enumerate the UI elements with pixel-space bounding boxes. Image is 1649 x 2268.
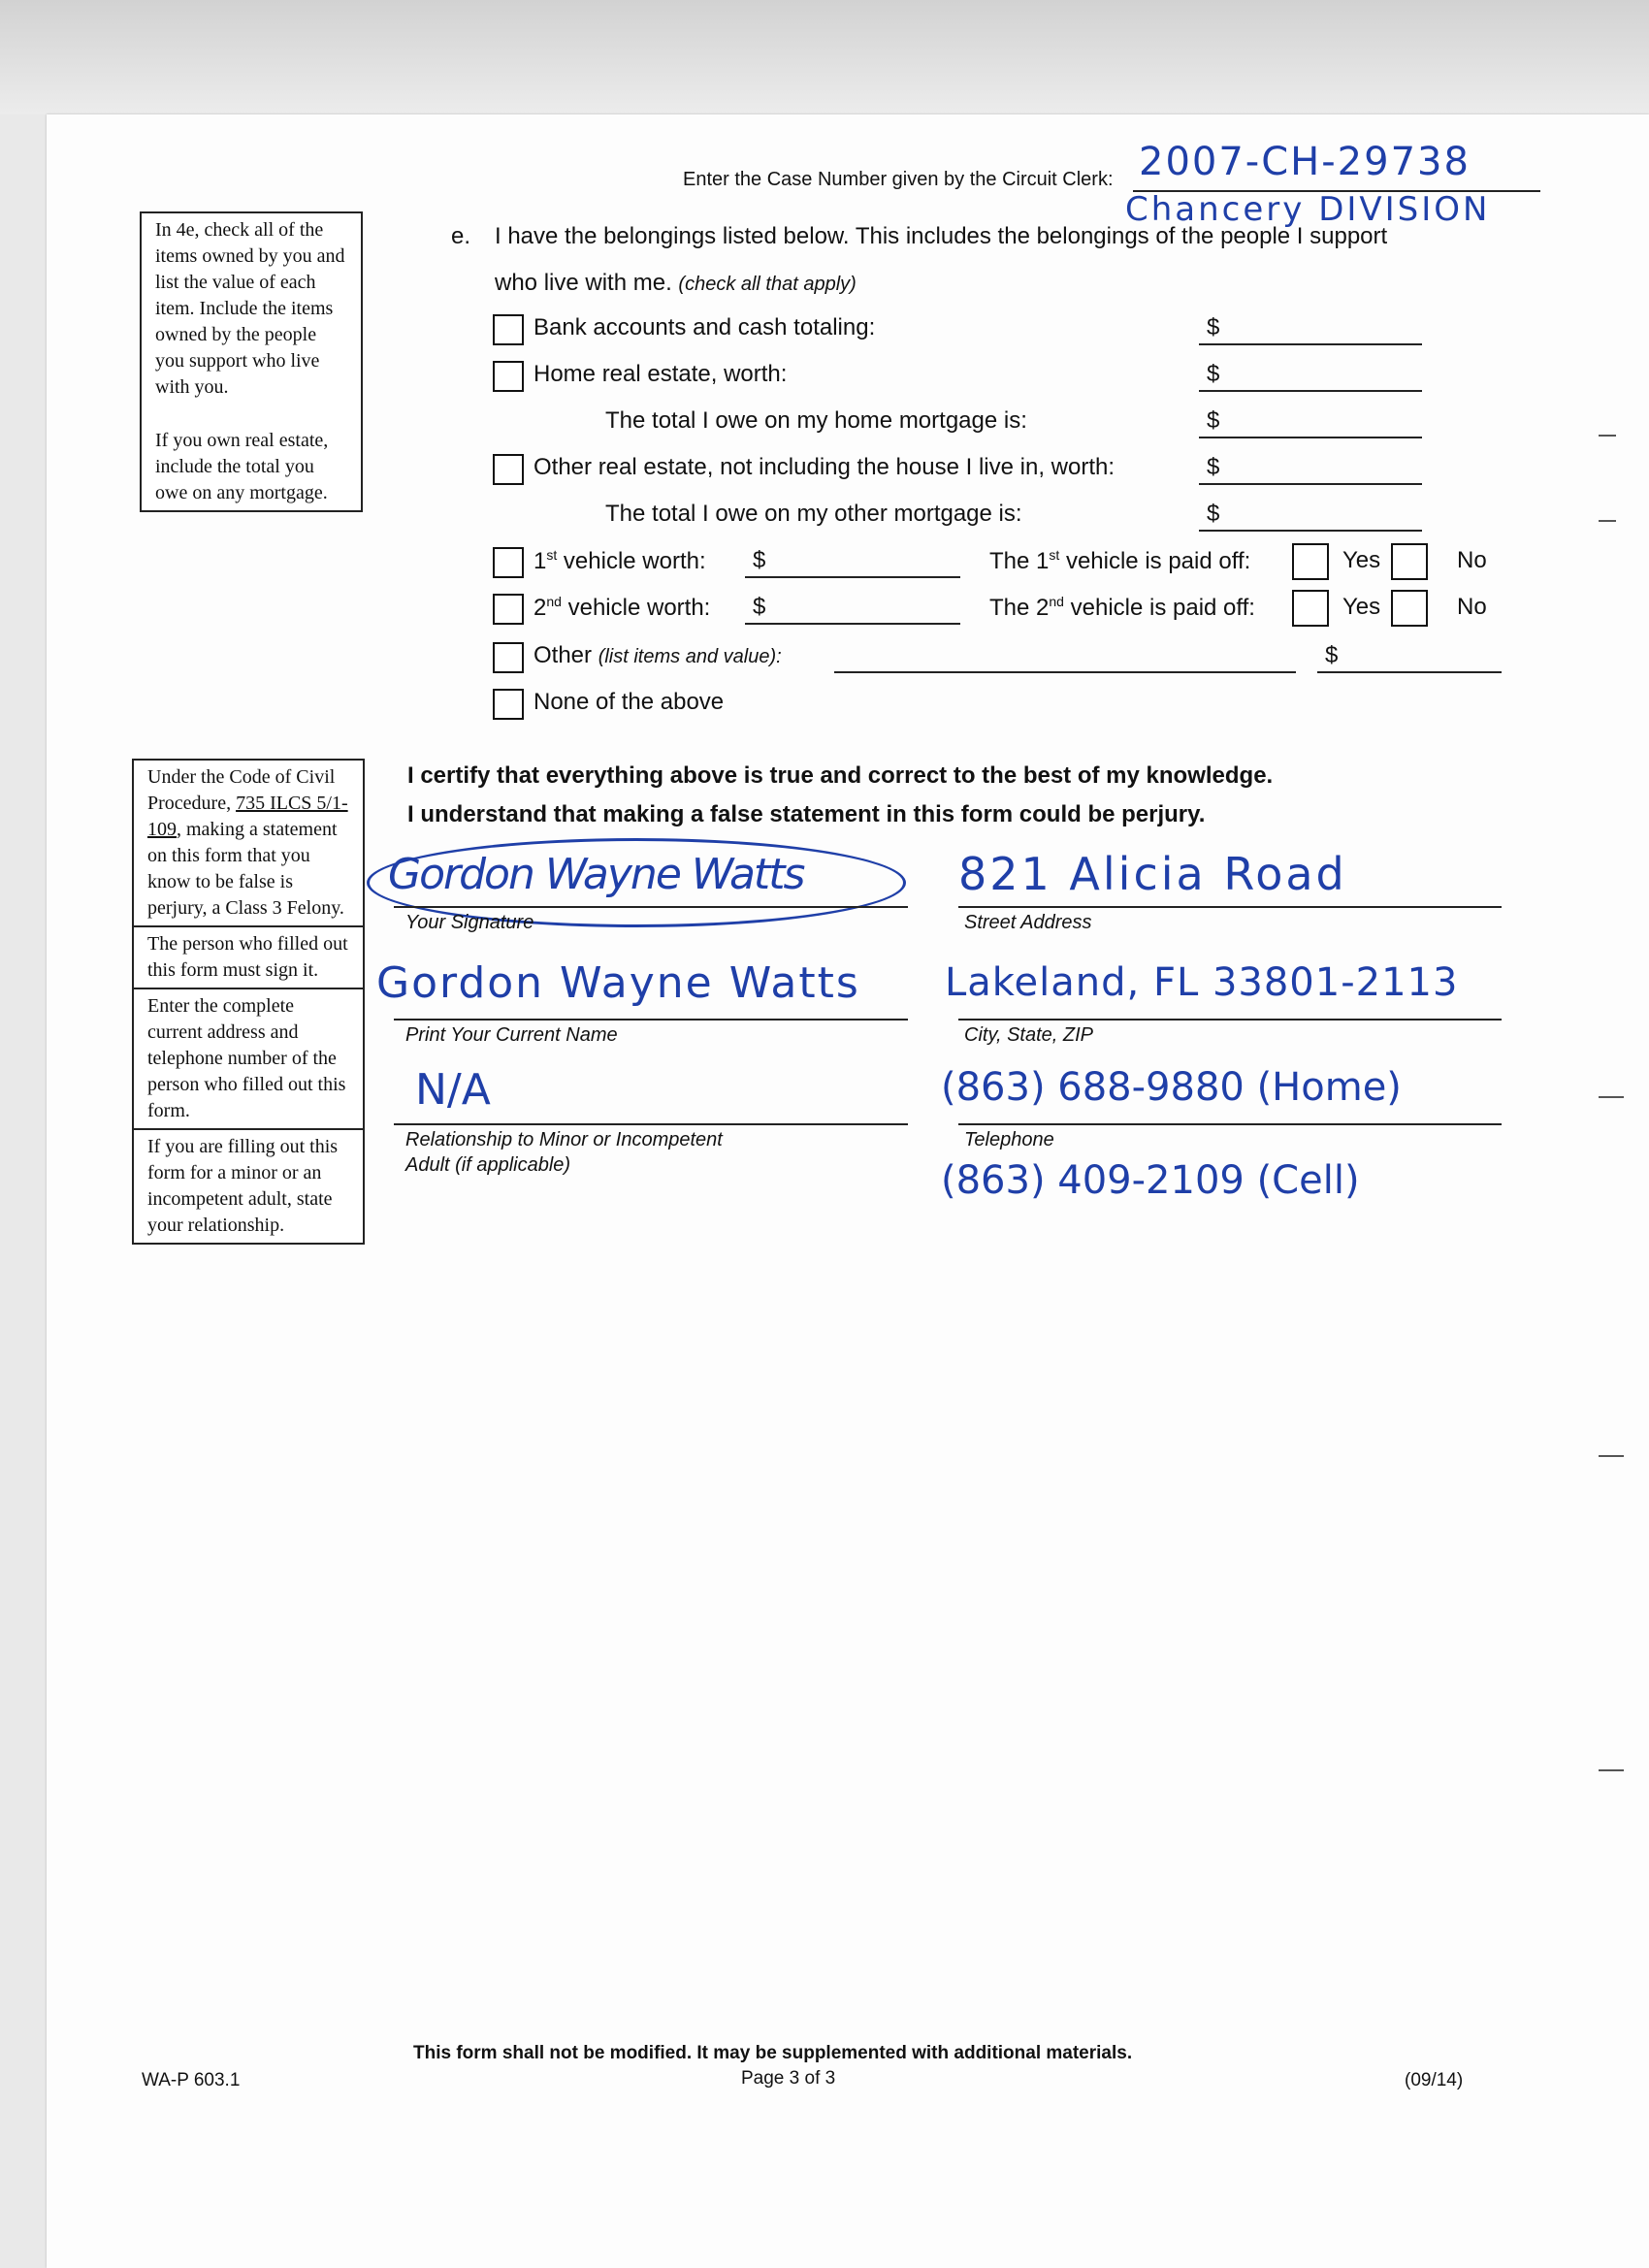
bank-dollar: $: [1207, 314, 1220, 340]
section-letter: e.: [451, 223, 471, 249]
vehicle1-yes-checkbox[interactable]: [1292, 543, 1329, 580]
sidebar-sign-note: The person who filled out this form must sign it.: [134, 925, 363, 988]
street-handwritten: 821 Alicia Road: [958, 848, 1347, 900]
none-checkbox[interactable]: [493, 689, 524, 720]
footer-page: Page 3 of 3: [741, 2068, 836, 2089]
telephone-line[interactable]: [958, 1123, 1502, 1125]
vehicle1-paid-label: The 1st vehicle is paid off:: [989, 547, 1251, 574]
scan-mark: [1599, 435, 1616, 437]
telephone-home-handwritten: (863) 688-9880 (Home): [941, 1065, 1402, 1110]
sidebar-address-note: Enter the complete current address and telephone number of the person who filled out this form.: [134, 988, 363, 1128]
vehicle1-no-checkbox[interactable]: [1391, 543, 1428, 580]
other-dollar: $: [1325, 642, 1339, 668]
vehicle1-yes-label: Yes: [1342, 547, 1381, 573]
scan-mark: [1599, 1096, 1624, 1098]
signature-label: Your Signature: [405, 912, 534, 933]
section-e-intro-line2: who live with me. (check all that apply): [495, 270, 857, 296]
other-checkbox[interactable]: [493, 642, 524, 673]
vehicle2-label: 2nd vehicle worth:: [534, 594, 711, 621]
other-mortgage-dollar: $: [1207, 501, 1220, 527]
footer-notice: This form shall not be modified. It may be supplemented with additional materials.: [413, 2043, 1133, 2063]
case-number-label: Enter the Case Number given by the Circuit Clerk:: [683, 169, 1114, 190]
relationship-label-1: Relationship to Minor or Incompetent: [405, 1129, 723, 1150]
relationship-line[interactable]: [394, 1123, 908, 1125]
home-mortgage-label: The total I owe on my home mortgage is:: [605, 407, 1027, 434]
signature-line[interactable]: [394, 906, 908, 908]
bank-label: Bank accounts and cash totaling:: [534, 314, 876, 340]
sidebar-instructions-4e: [140, 211, 363, 512]
relationship-label-2: Adult (if applicable): [405, 1154, 571, 1176]
other-real-estate-dollar: $: [1207, 454, 1220, 480]
other-mortgage-label: The total I owe on my other mortgage is:: [605, 501, 1022, 527]
home-label: Home real estate, worth:: [534, 361, 788, 387]
other-amount-line[interactable]: [1317, 671, 1502, 673]
relationship-handwritten: N/A: [415, 1065, 491, 1115]
vehicle2-no-label: No: [1457, 594, 1487, 620]
vehicle1-dollar: $: [753, 547, 766, 573]
street-line[interactable]: [958, 906, 1502, 908]
scan-mark: [1599, 520, 1616, 522]
other-real-estate-label: Other real estate, not including the house I live in, worth:: [534, 454, 1116, 480]
other-real-estate-line[interactable]: [1199, 483, 1422, 485]
vehicle1-no-label: No: [1457, 547, 1487, 573]
vehicle1-amount-line[interactable]: [745, 576, 960, 578]
section-e-intro-line1: I have the belongings listed below. This includes the belongings of the people I support: [495, 223, 1388, 249]
home-mortgage-line[interactable]: [1199, 437, 1422, 438]
vehicle2-no-checkbox[interactable]: [1391, 590, 1428, 627]
vehicle2-paid-label: The 2nd vehicle is paid off:: [989, 594, 1255, 621]
vehicle2-yes-checkbox[interactable]: [1292, 590, 1329, 627]
sidebar-signature-notes: [132, 759, 365, 1245]
case-number-handwritten: 2007-CH-29738: [1139, 140, 1471, 184]
sidebar-4e-text: In 4e, check all of the items owned by you and list the value of each item. Include the items owned by the people you support who live with you.: [155, 219, 345, 398]
vehicle2-checkbox[interactable]: [493, 594, 524, 625]
bank-checkbox[interactable]: [493, 314, 524, 345]
sidebar-mortgage-text: If you own real estate, include the total you owe on any mortgage.: [155, 430, 329, 503]
other-mortgage-line[interactable]: [1199, 530, 1422, 532]
home-checkbox[interactable]: [493, 361, 524, 392]
sidebar-perjury-note: Under the Code of Civil Procedure, 735 ILCS 5/1-109, making a statement on this form that you know to be false is perjury, a Class 3 Felony.: [147, 766, 348, 919]
form-page: [47, 114, 1649, 2268]
certification-line1: I certify that everything above is true and correct to the best of my knowledge.: [407, 762, 1274, 789]
home-amount-line[interactable]: [1199, 390, 1422, 392]
print-name-label: Print Your Current Name: [405, 1024, 618, 1046]
print-name-handwritten: Gordon Wayne Watts: [376, 958, 860, 1008]
scanner-top-band: [0, 0, 1649, 114]
other-items-line[interactable]: [834, 671, 1296, 673]
footer-form-id: WA-P 603.1: [142, 2070, 241, 2090]
certification-line2: I understand that making a false statement in this form could be perjury.: [407, 801, 1206, 827]
home-dollar: $: [1207, 361, 1220, 387]
city-line[interactable]: [958, 1019, 1502, 1021]
vehicle1-label: 1st vehicle worth:: [534, 547, 706, 574]
vehicle1-checkbox[interactable]: [493, 547, 524, 578]
city-label: City, State, ZIP: [964, 1024, 1093, 1046]
vehicle2-dollar: $: [753, 594, 766, 620]
scan-mark: [1599, 1455, 1624, 1457]
signature-handwritten: Gordon Wayne Watts: [388, 850, 804, 899]
none-label: None of the above: [534, 689, 725, 715]
city-handwritten: Lakeland, FL 33801-2113: [945, 960, 1459, 1005]
vehicle2-amount-line[interactable]: [745, 623, 960, 625]
home-mortgage-dollar: $: [1207, 407, 1220, 434]
other-label: Other (list items and value):: [534, 642, 782, 668]
division-handwritten: Chancery DIVISION: [1125, 190, 1491, 229]
bank-amount-line[interactable]: [1199, 343, 1422, 345]
street-label: Street Address: [964, 912, 1092, 933]
scan-mark: [1599, 1769, 1624, 1771]
telephone-cell-handwritten: (863) 409-2109 (Cell): [941, 1158, 1360, 1203]
telephone-label: Telephone: [964, 1129, 1054, 1150]
footer-date: (09/14): [1405, 2070, 1464, 2090]
sidebar-relationship-note: If you are filling out this form for a minor or an incompetent adult, state your relationship.: [134, 1128, 363, 1243]
other-real-estate-checkbox[interactable]: [493, 454, 524, 485]
vehicle2-yes-label: Yes: [1342, 594, 1381, 620]
print-name-line[interactable]: [394, 1019, 908, 1021]
